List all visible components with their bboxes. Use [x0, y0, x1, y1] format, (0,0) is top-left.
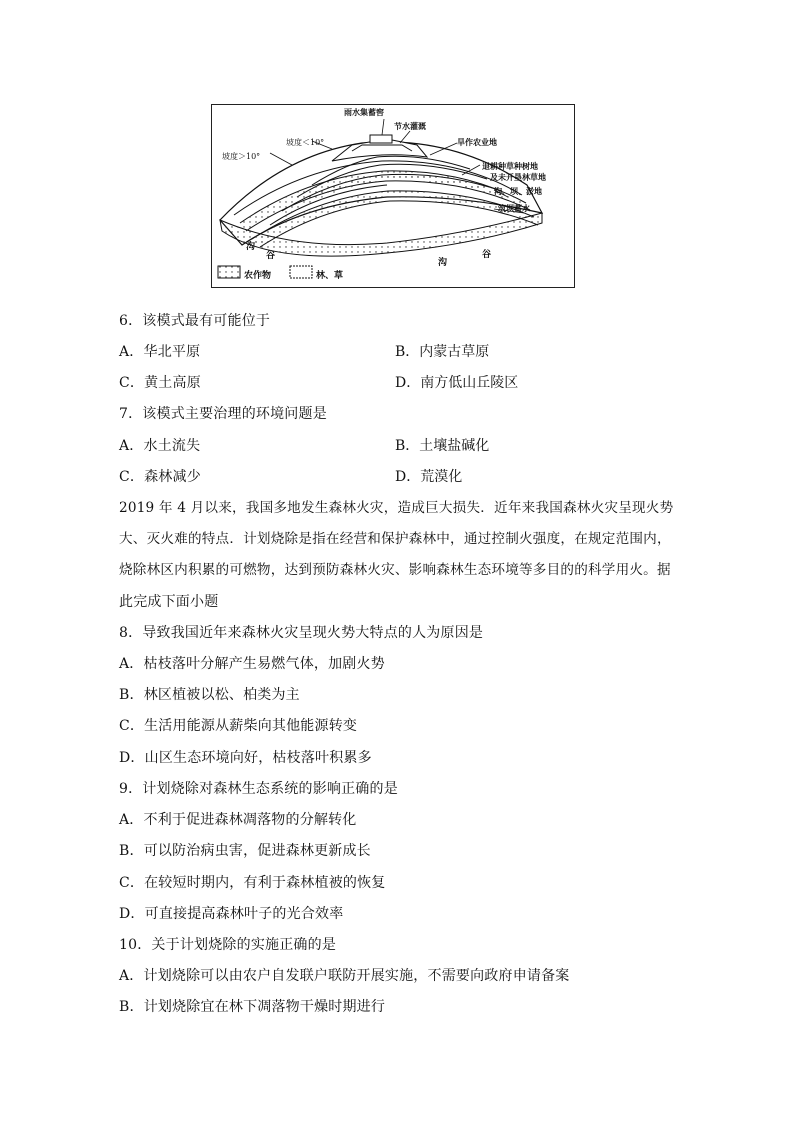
label-return-1: 退耕种草种树地: [482, 161, 538, 171]
q8-option-d: D．山区生态环境向好，枯枝落叶积累多: [119, 750, 372, 766]
passage-line-2: 大、灭火难的特点．计划烧除是指在经营和保护森林中，通过控制火强度，在规定范围内，: [119, 531, 671, 547]
label-reservoir: 筑坝蓄水: [498, 203, 530, 213]
q6-option-d: D．南方低山丘陵区: [395, 375, 519, 391]
label-water-saving: 节水灌溉: [394, 121, 426, 131]
q6-option-c: C．黄土高原: [119, 375, 201, 391]
q7-option-d: D．荒漠化: [395, 469, 463, 485]
q9-option-c: C．在较短时期内，有利于森林植被的恢复: [119, 875, 386, 891]
q10-stem: 10．关于计划烧除的实施正确的是: [119, 937, 337, 953]
label-slope-lt10: 坡度＜10°: [286, 138, 325, 147]
q7-option-b: B．土壤盐碱化: [395, 438, 490, 454]
q9-option-a: A．不利于促进森林凋落物的分解转化: [119, 812, 357, 828]
q9-stem: 9．计划烧除对森林生态系统的影响正确的是: [119, 781, 398, 797]
passage-line-3: 烧除林区内积累的可燃物，达到预防森林火灾、影响森林生态环境等多目的的科学用火。据: [119, 562, 671, 578]
label-gully-right-2: 谷: [482, 250, 492, 260]
q6-option-b: B．内蒙古草原: [395, 344, 490, 360]
q8-option-c: C．生活用能源从薪柴向其他能源转变: [119, 718, 358, 734]
label-gully-left-2: 谷: [266, 251, 276, 261]
q9-option-b: B．可以防治病虫害，促进森林更新成长: [119, 843, 371, 859]
q7-option-c: C．森林减少: [119, 469, 201, 485]
legend-crop-swatch: [218, 266, 240, 278]
q10-option-b: B．计划烧除宜在林下凋落物干燥时期进行: [119, 999, 386, 1015]
label-gully-right-1: 沟: [438, 258, 448, 268]
q8-stem: 8．导致我国近年来森林火灾呈现火势大特点的人为原因是: [119, 625, 484, 641]
label-slope-gt10: 坡度＞10°: [222, 152, 261, 161]
terrace-diagram: [211, 104, 575, 288]
label-return-2: 及未开垦林草地: [490, 172, 546, 182]
passage-line-1: 2019 年 4 月以来，我国多地发生森林火灾，造成巨大损失．近年来我国森林火灾呈现火势: [119, 500, 674, 516]
q10-option-a: A．计划烧除可以由农户自发联户联防开展实施，不需要向政府申请备案: [119, 968, 570, 984]
passage-line-4: 此完成下面小题: [119, 594, 219, 610]
legend-crop-label: 农作物: [244, 271, 272, 281]
q7-option-a: A．水土流失: [119, 438, 201, 454]
q8-option-b: B．林区植被以松、柏类为主: [119, 687, 300, 703]
q7-stem: 7．该模式主要治理的环境问题是: [119, 406, 327, 422]
label-gully-left-1: 沟: [246, 242, 256, 252]
q8-option-a: A．枯枝落叶分解产生易燃气体，加剧火势: [119, 656, 385, 672]
q9-option-d: D．可直接提高森林叶子的光合效率: [119, 906, 344, 922]
q6-stem: 6．该模式最有可能位于: [119, 313, 271, 329]
q6-option-a: A．华北平原: [119, 344, 201, 360]
legend-forest-label: 林、草: [316, 271, 344, 281]
label-gully-dam: 沟、坝、淤地: [494, 186, 542, 196]
label-rain-cellar: 雨水集蓄窖: [344, 107, 384, 117]
legend-forest-swatch: [290, 266, 312, 278]
label-terrace-farmland: 旱作农业地: [457, 137, 497, 147]
